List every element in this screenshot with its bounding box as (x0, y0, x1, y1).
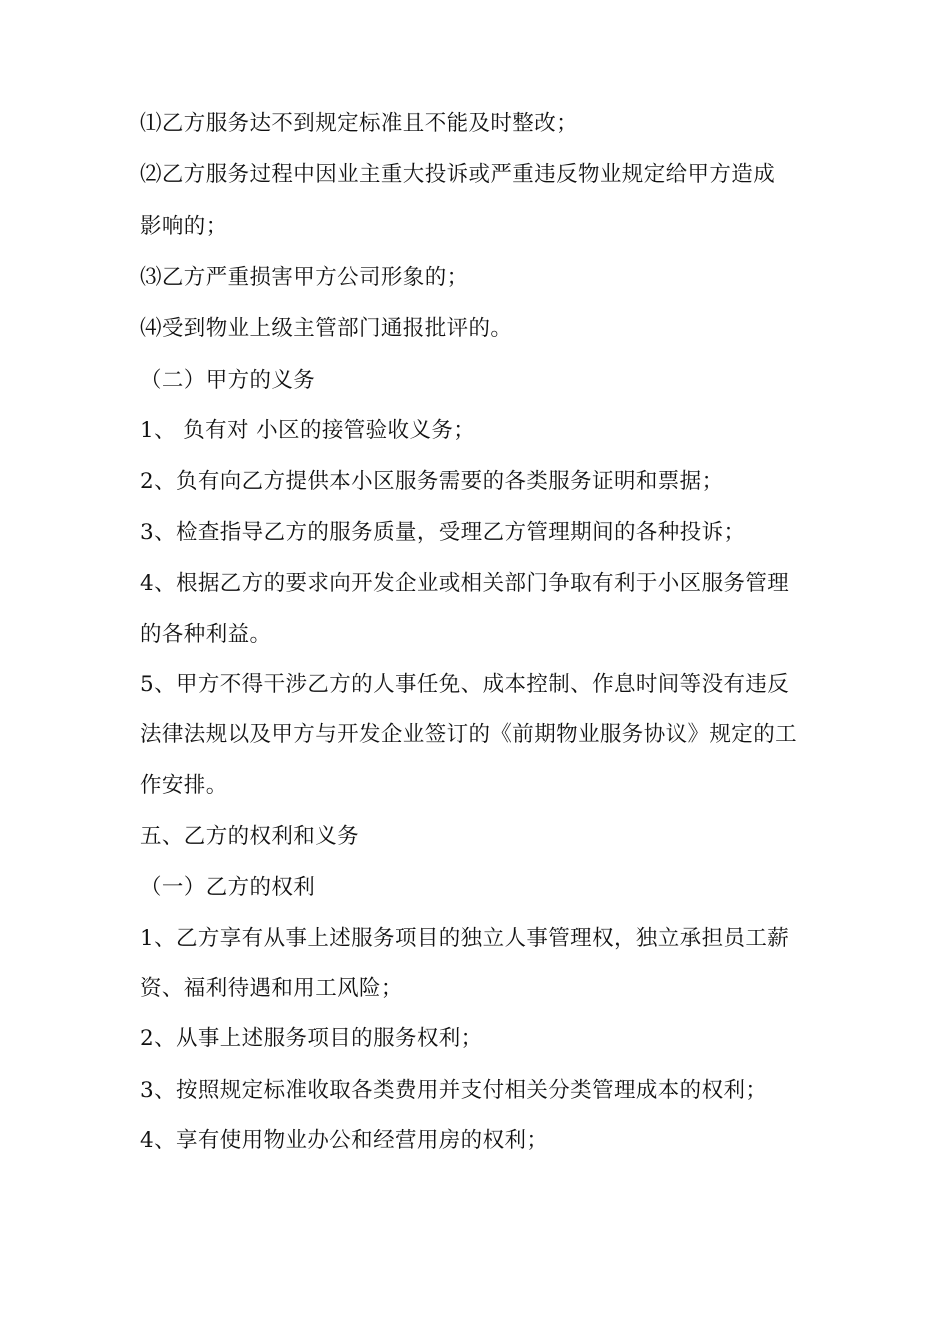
right-item-3: 3、按照规定标准收取各类费用并支付相关分类管理成本的权利； (140, 1078, 768, 1103)
obligation-item-5-continued-2: 作安排。 (140, 773, 228, 798)
obligation-item-4-continued: 的各种利益。 (140, 622, 272, 647)
clause-line-2-continued: 影响的； (140, 214, 228, 239)
obligation-item-3: 3、检查指导乙方的服务质量，受理乙方管理期间的各种投诉； (140, 520, 746, 545)
clause-line-2: ⑵乙方服务过程中因业主重大投诉或严重违反物业规定给甲方造成 (140, 162, 776, 187)
obligation-item-5-continued: 法律法规以及甲方与开发企业签订的《前期物业服务协议》规定的工 (140, 722, 798, 747)
clause-line-3: ⑶乙方严重损害甲方公司形象的； (140, 265, 469, 290)
obligation-item-4: 4、根据乙方的要求向开发企业或相关部门争取有利于小区服务管理 (140, 571, 790, 596)
obligation-item-1: 1、 负有对 小区的接管验收义务； (140, 418, 476, 443)
section-heading-party-a-obligations: （二）甲方的义务 (140, 368, 316, 393)
right-item-2: 2、从事上述服务项目的服务权利； (140, 1026, 483, 1051)
section-heading-party-b-rights: （一）乙方的权利 (140, 875, 316, 900)
clause-line-4: ⑷受到物业上级主管部门通报批评的。 (140, 316, 513, 341)
obligation-item-5: 5、甲方不得干涉乙方的人事任免、成本控制、作息时间等没有违反 (140, 672, 790, 697)
right-item-4: 4、享有使用物业办公和经营用房的权利； (140, 1128, 549, 1153)
right-item-1: 1、乙方享有从事上述服务项目的独立人事管理权，独立承担员工薪 (140, 926, 790, 951)
chapter-heading-party-b: 五、乙方的权利和义务 (140, 824, 360, 849)
right-item-1-continued: 资、福利待遇和用工风险； (140, 976, 403, 1001)
obligation-item-2: 2、负有向乙方提供本小区服务需要的各类服务证明和票据； (140, 469, 724, 494)
clause-line-1: ⑴乙方服务达不到规定标准且不能及时整改； (140, 111, 579, 136)
